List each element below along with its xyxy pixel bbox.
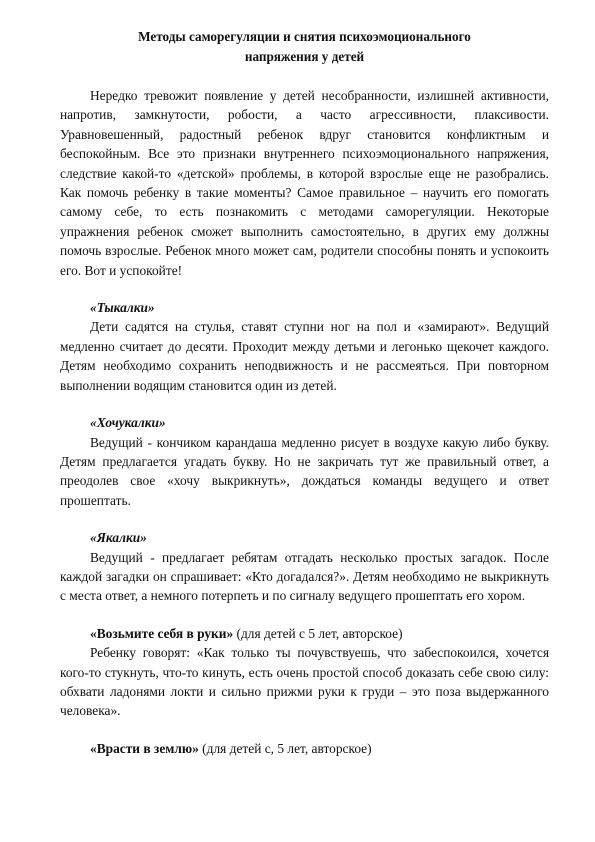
section-khochukalki — [60, 413, 549, 510]
section-text: Дети садятся на стулья, ставят ступни ног на пол и «замирают». Ведущий медленно считает до десяти. Проходит между детьми и легонько щекочет каждого. Детям необходимо сохранить неподвижность и не рассмеяться. При повторном выполнении водящим становится один из детей. — [60, 319, 549, 393]
section-heading — [60, 739, 549, 758]
section-grow-into-ground — [60, 739, 549, 758]
title-line-2: напряжения у детей — [244, 49, 365, 64]
section-heading-title: «Врасти в землю» — [90, 740, 199, 756]
section-heading — [60, 298, 549, 317]
section-yakalki — [60, 528, 549, 606]
section-tykalki — [60, 298, 549, 395]
intro-paragraph: Нередко тревожит появление у детей несобранности, излишней активности, напротив, замкнутости, робости, а часто агрессивности, плаксивости. Уравновешенный, радостный ребенок вдруг становится конфликтным и беспокойным. Все это признаки внутреннего психоэмоционального напряжения, следствие какой-то «детской» проблемы, в которой взрослые еще не разобрались. Как помочь ребенку в такие моменты? Самое правильное – научить его помогать самому себе, то есть познакомить с методами саморегуляции. Некоторые упражнения ребенок сможет выполнить самостоятельно, в других ему должны помочь взрослые. Ребенок много может сам, родители способны понять и успокоить его. Вот и успокойте! — [60, 88, 549, 278]
section-heading-title: «Тыкалки» — [90, 300, 155, 316]
section-heading-title: «Якалки» — [90, 530, 147, 546]
title-line-1: Методы саморегуляции и снятия психоэмоционального — [138, 29, 471, 44]
section-heading — [60, 528, 549, 547]
section-take-yourself-in-hand — [60, 624, 549, 721]
section-text: Ведущий - кончиком карандаша медленно рисует в воздухе какую либо букву. Детям предлагается угадать букву. Но не закричать тут же правильный ответ, а преодолев свое «хочу выкрикнуть», дождаться команды ведущего и ответ прошептать. — [60, 434, 549, 508]
section-text: Ребенку говорят: «Как только ты почувствуешь, что забеспокоился, хочется кого-то стукнуть, что-то кинуть, есть очень простой способ доказать себе свою силу: обхвати ладонями локти и сильно прижми руки к груди – это поза выдержанного человека». — [60, 645, 549, 719]
section-heading-title: «Хочукалки» — [90, 415, 166, 431]
section-heading-note: (для детей с, 5 лет, авторское) — [198, 740, 372, 756]
section-heading — [60, 413, 549, 432]
section-heading-note: (для детей с 5 лет, авторское) — [233, 625, 403, 641]
section-heading-title: «Возьмите себя в руки» — [90, 625, 234, 641]
document-title — [60, 27, 549, 67]
section-heading — [60, 624, 549, 643]
section-text: Ведущий - предлагает ребятам отгадать несколько простых загадок. После каждой загадки он спрашивает: «Кто догадался?». Детям необходимо не выкрикнуть с места ответ, а немного потерпеть и по сигналу ведущего прошептать его хором. — [60, 549, 549, 604]
